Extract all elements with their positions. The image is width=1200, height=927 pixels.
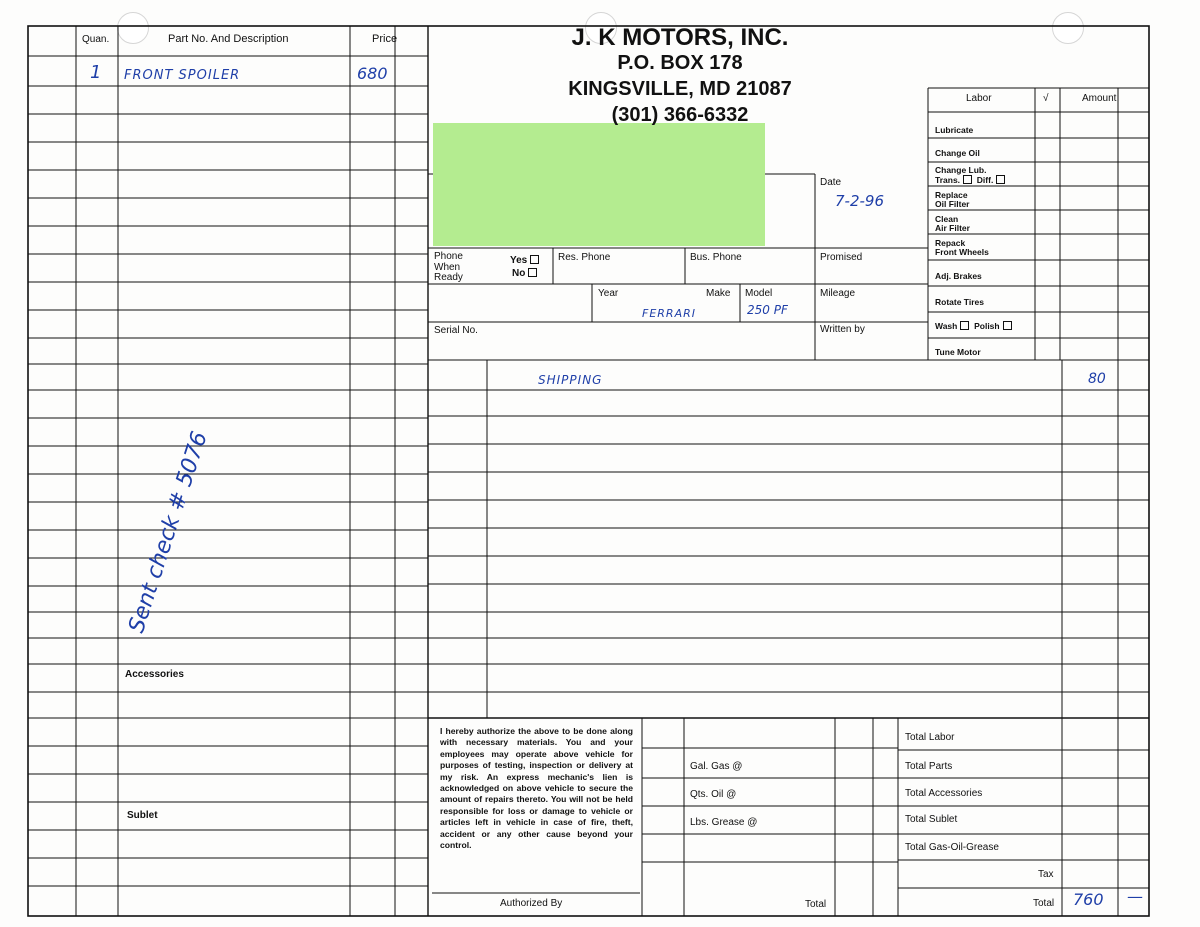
make-value: FERRARI [642, 307, 696, 320]
amount-header: Amount [1082, 93, 1117, 104]
total-sublet-label: Total Sublet [905, 814, 958, 825]
total-parts-label: Total Parts [905, 761, 953, 772]
total-labor-label: Total Labor [905, 732, 955, 743]
check-header: √ [1043, 93, 1049, 104]
serial-no-label: Serial No. [434, 325, 478, 336]
header-description: Part No. And Description [168, 33, 289, 45]
polish-label: Polish [974, 321, 1000, 331]
date-label: Date [820, 177, 842, 188]
authorization-text: I hereby authorize the above to be done along with necessary materials. You and your employees may operate above vehicle for purposes of testing, inspection or delivery at my risk. An express mechanic's lien is acknowledged on above vehicle to secure the amount of repairs thereto. You will not be held responsible for loss or damage to vehicle or articles left in vehicle in case of fire, theft, accident or any other cause beyond your control. [440, 726, 633, 851]
phone-when-ready-label: Phone When Ready [434, 251, 463, 283]
total-gas-oil-grease-label: Total Gas-Oil-Grease [905, 842, 999, 853]
part-description: FRONT SPOILER [124, 68, 241, 83]
labor-repack: Repack [935, 238, 966, 248]
labor-adj-brakes: Adj. Brakes [935, 271, 982, 281]
yes-label: Yes [510, 255, 528, 266]
total-accessories-label: Total Accessories [905, 788, 983, 799]
yes-checkbox-label[interactable] [510, 255, 539, 267]
labor-change-oil: Change Oil [935, 148, 980, 158]
labor-tune-motor: Tune Motor [935, 347, 981, 357]
authorized-by-label: Authorized By [500, 898, 563, 909]
diff-checkbox[interactable] [996, 175, 1005, 184]
sublet-label: Sublet [127, 810, 158, 821]
wash-label: Wash [935, 321, 958, 331]
grand-total-value: 760 [1073, 890, 1104, 909]
tax-label: Tax [1038, 869, 1054, 880]
diff-label: Diff. [976, 175, 994, 185]
grand-total-label: Total [1033, 898, 1055, 909]
wash-checkbox[interactable] [960, 321, 969, 330]
labor-clean: Clean [935, 214, 959, 224]
res-phone-label: Res. Phone [558, 252, 611, 263]
yes-checkbox[interactable] [530, 255, 539, 264]
labor-trans-diff [935, 175, 1005, 185]
part-quantity: 1 [90, 62, 102, 83]
labor-replace: Replace [935, 190, 968, 200]
sticky-note [433, 123, 765, 246]
oil-label: Qts. Oil @ [690, 789, 737, 800]
labor-change-lub: Change Lub. [935, 165, 987, 175]
header-price: Price [372, 33, 398, 45]
promised-label: Promised [820, 252, 863, 263]
margin-note: Sent check # 5076 [124, 428, 213, 636]
labor-wash-polish [935, 321, 1012, 331]
year-label: Year [598, 288, 619, 299]
header-quan: Quan. [82, 34, 110, 45]
labor-header: Labor [966, 93, 992, 104]
trans-checkbox[interactable] [963, 175, 972, 184]
grand-total-cents: — [1127, 887, 1143, 906]
labor-rotate-tires: Rotate Tires [935, 297, 984, 307]
work-description: SHIPPING [538, 373, 603, 387]
part-price: 680 [357, 64, 388, 83]
date-value: 7-2-96 [835, 192, 884, 210]
labor-lubricate: Lubricate [935, 125, 974, 135]
labor-oil-filter: Oil Filter [935, 199, 970, 209]
gas-label: Gal. Gas @ [690, 761, 743, 772]
company-city: KINGSVILLE, MD 21087 [568, 78, 792, 100]
labor-air-filter: Air Filter [935, 223, 970, 233]
supplies-total-label: Total [805, 899, 827, 910]
mileage-label: Mileage [820, 288, 856, 299]
work-amount: 80 [1088, 371, 1106, 387]
written-by-label: Written by [820, 324, 865, 335]
no-checkbox[interactable] [528, 268, 537, 277]
labor-front-wheels: Front Wheels [935, 247, 989, 257]
company-phone: (301) 366-6332 [611, 104, 749, 126]
polish-checkbox[interactable] [1003, 321, 1012, 330]
make-label: Make [706, 288, 731, 299]
company-address: P.O. BOX 178 [617, 52, 743, 74]
trans-label: Trans. [935, 175, 961, 185]
model-value: 250 PF [747, 303, 788, 317]
grease-label: Lbs. Grease @ [690, 817, 758, 828]
accessories-label: Accessories [125, 669, 184, 680]
bus-phone-label: Bus. Phone [690, 252, 742, 263]
no-checkbox-label[interactable] [512, 268, 537, 280]
model-label: Model [745, 288, 773, 299]
no-label: No [512, 268, 526, 279]
company-name: J. K MOTORS, INC. [571, 24, 789, 51]
